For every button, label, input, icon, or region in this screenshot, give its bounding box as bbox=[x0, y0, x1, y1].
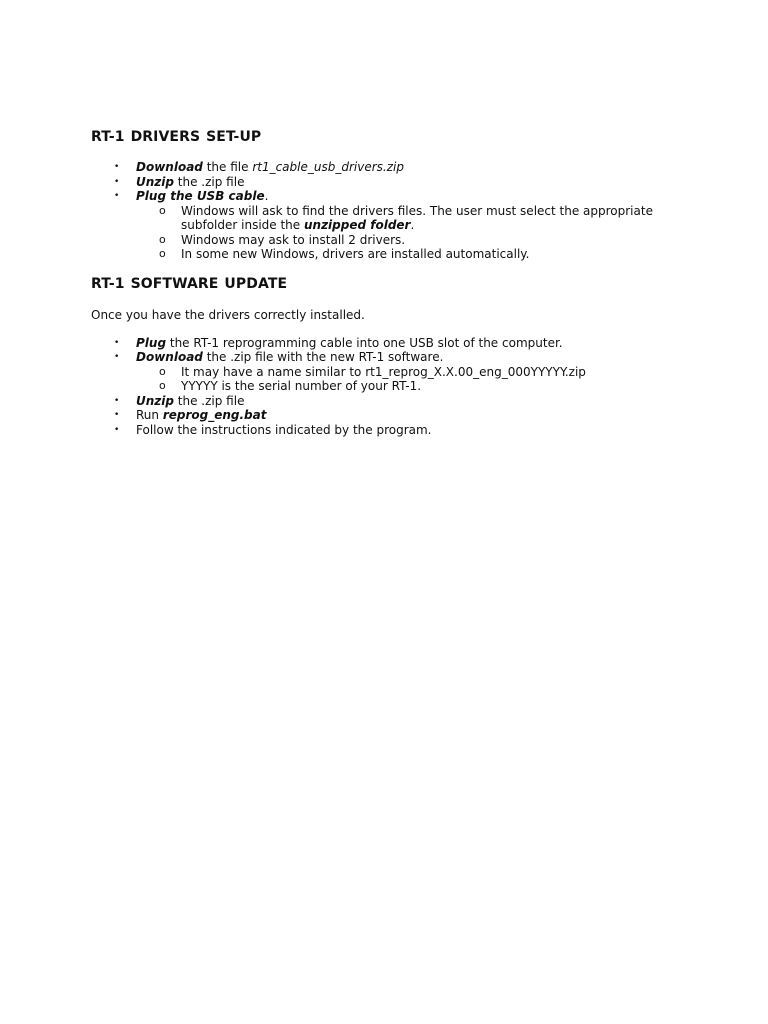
sub-item-auto-install: In some new Windows, drivers are installed automatically. bbox=[181, 247, 530, 261]
sub-item-serial-number: YYYYY is the serial number of your RT-1. bbox=[181, 379, 422, 393]
section-heading-software-update: RT-1 SOFTWARE UPDATE bbox=[91, 276, 288, 292]
bullet-icon: • bbox=[114, 191, 120, 201]
list-item-unzip-software: Unzip the .zip file bbox=[136, 394, 245, 408]
circle-bullet-icon: o bbox=[159, 379, 166, 392]
bullet-icon: • bbox=[114, 396, 120, 406]
sub-item-install-drivers: Windows may ask to install 2 drivers. bbox=[181, 233, 406, 247]
circle-bullet-icon: o bbox=[159, 365, 166, 378]
sub-item-find-drivers-line2: subfolder inside the unzipped folder. bbox=[181, 218, 415, 232]
bullet-icon: • bbox=[114, 425, 120, 435]
bullet-icon: • bbox=[114, 162, 120, 172]
list-item-unzip-drivers: Unzip the .zip file bbox=[136, 175, 245, 189]
list-item-download-drivers: Download the file rt1_cable_usb_drivers.zip bbox=[136, 160, 404, 174]
list-item-download-software: Download the .zip file with the new RT-1 software. bbox=[136, 350, 444, 364]
list-item-follow-instructions: Follow the instructions indicated by the program. bbox=[136, 423, 432, 437]
bullet-icon: • bbox=[114, 177, 120, 187]
circle-bullet-icon: o bbox=[159, 233, 166, 246]
bullet-icon: • bbox=[114, 338, 120, 348]
list-item-plug-usb-cable: Plug the USB cable. bbox=[136, 189, 269, 203]
intro-paragraph: Once you have the drivers correctly installed. bbox=[91, 308, 365, 322]
list-item-plug-cable: Plug the RT-1 reprogramming cable into one USB slot of the computer. bbox=[136, 336, 563, 350]
bullet-icon: • bbox=[114, 352, 120, 362]
section-heading-drivers-setup: RT-1 DRIVERS SET-UP bbox=[91, 129, 262, 145]
circle-bullet-icon: o bbox=[159, 204, 166, 217]
list-item-run-bat: Run reprog_eng.bat bbox=[136, 408, 267, 422]
sub-item-file-name: It may have a name similar to rt1_reprog_X.X.00_eng_000YYYYY.zip bbox=[181, 365, 586, 379]
bullet-icon: • bbox=[114, 410, 120, 420]
circle-bullet-icon: o bbox=[159, 247, 166, 260]
sub-item-find-drivers-line1: Windows will ask to find the drivers files. The user must select the appropriate bbox=[181, 204, 653, 218]
